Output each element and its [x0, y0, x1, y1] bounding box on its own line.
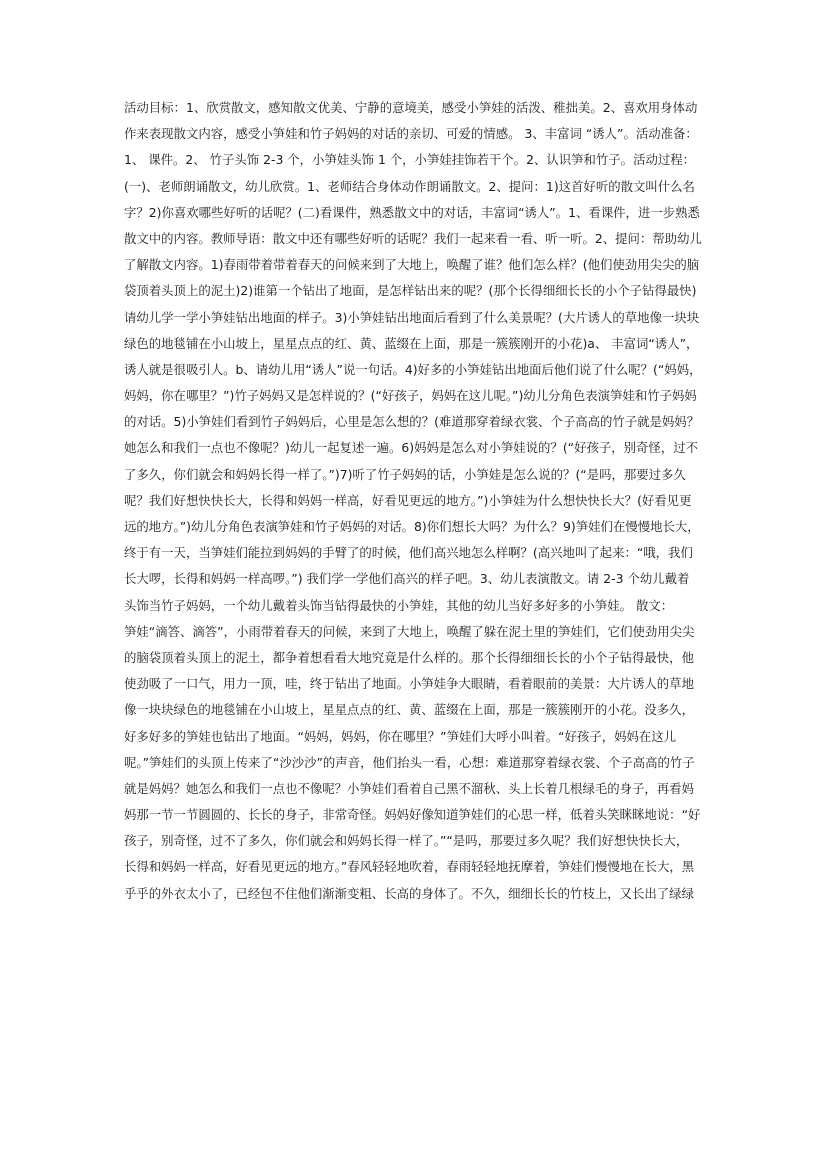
text-line: 像一块块绿色的地毯铺在小山坡上，星星点点的红、黄、蓝缀在上面，那是一簇簇刚开的小花。没多久，	[124, 702, 694, 718]
text-line: 呢。”笋娃们的头顶上传来了“沙沙沙”的声音，他们抬头一看，心想：难道那穿着绿衣裳、个子高高的竹子	[124, 754, 695, 770]
text-line: 长得和妈妈一样高，好看见更远的地方。”春风轻轻地吹着，春雨轻轻地抚摩着，笋娃们慢慢地在长大，黑	[124, 859, 695, 875]
text-line: (一)、老师朗诵散文，幼儿欣赏。1、老师结合身体动作朗诵散文。2、提问：1)这首好听的散文叫什么名	[124, 178, 695, 194]
text-line: 请幼儿学一学小笋娃钻出地面的样子。3)小笋娃钻出地面后看到了什么美景呢？(大片诱人的草地像一块块	[124, 309, 700, 325]
text-line: 的脑袋顶着头顶上的泥土，都争着想看看大地究竟是什么样的。那个长得细细长长的小个子钻得最快，他	[124, 649, 694, 665]
text-line: 作来表现散文内容，感受小笋娃和竹子妈妈的对话的亲切、可爱的情感。 3、丰富词 “诱人”。活动准备：	[124, 126, 698, 142]
text-line: 乎乎的外衣太小了，已经包不住他们渐渐变粗、长高的身体了。不久，细细长长的竹枝上，又长出了绿绿	[124, 885, 694, 901]
document-body	[124, 95, 714, 907]
text-line: 了解散文内容。1)春雨带着带着春天的问候来到了大地上，唤醒了谁？他们怎么样？(他们使劲用尖尖的脑	[124, 257, 700, 273]
text-line: 袋顶着头顶上的泥土)2)谁第一个钻出了地面，是怎样钻出来的呢？(那个长得细细长长的小个子钻得最快)	[124, 283, 697, 299]
text-line: 1、 课件。2、 竹子头饰 2-3 个，小笋娃头饰 1 个，小笋娃挂饰若干个。2、认识笋和竹子。活动过程：	[124, 152, 696, 168]
text-line: 绿色的地毯铺在小山坡上，星星点点的红、黄、蓝缀在上面，那是一簇簇刚开的小花)a、 丰富词“诱人”，	[124, 335, 699, 351]
text-line: 好多好多的笋娃也钻出了地面。“妈妈，妈妈，你在哪里？”笋娃们大呼小叫着。“好孩子，妈妈在这儿	[124, 728, 677, 744]
text-line: 散文中的内容。教师导语：散文中还有哪些好听的话呢？我们一起来看一看、听一听。2、提问：帮助幼儿	[124, 230, 702, 246]
text-line: 远的地方。”)幼儿分角色表演笋娃和竹子妈妈的对话。8)你们想长大吗？为什么？9)笋娃们在慢慢地长大，	[124, 519, 700, 534]
text-line: 的对话。5)小笋娃们看到竹子妈妈后，心里是怎么想的？(难道那穿着绿衣裳、个子高高的竹子就是妈妈？	[124, 414, 700, 430]
text-line: 就是妈妈？她怎么和我们一点也不像呢？小笋娃们看着自己黑不溜秋、头上长着几根绿毛的身子，再看妈	[124, 780, 694, 796]
text-line: 呢？我们好想快快长大，长得和妈妈一样高，好看见更远的地方。”)小笋娃为什么想快快长大？(好看见更	[124, 492, 692, 508]
text-line: 字？2)你喜欢哪些好听的话呢？(二)看课件，熟悉散文中的对话，丰富词“诱人”。1、看课件，进一步熟悉	[124, 204, 700, 220]
text-line: 妈那一节一节圆圆的、长长的身子，非常奇怪。妈妈好像知道笋娃们的心思一样，低着头笑眯眯地说：“好	[124, 807, 701, 823]
text-line: 活动目标：1、欣赏散文，感知散文优美、宁静的意境美，感受小笋娃的活泼、稚拙美。2、喜欢用身体动	[124, 100, 698, 115]
text-line: 头饰当竹子妈妈，一个幼儿戴着头饰当钻得最快的小笋娃，其他的幼儿当好多好多的小笋娃。 散文：	[124, 597, 674, 613]
text-line: 了多久，你们就会和妈妈长得一样了。”)7)听了竹子妈妈的话，小笋娃是怎么说的？(“是吗，那要过多久	[124, 466, 686, 482]
text-line: 笋娃“滴答、滴答”，小雨带着春天的问候，来到了大地上，唤醒了躲在泥土里的笋娃们，它们使劲用尖尖	[124, 623, 695, 639]
text-line: 诱人就是很吸引人。b、请幼儿用“诱人”说一句话。4)好多的小笋娃钻出地面后他们说了什么呢？(“妈妈，	[124, 361, 702, 377]
text-line: 妈妈，你在哪里？”)竹子妈妈又是怎样说的？(“好孩子，妈妈在这儿呢。”)幼儿分角色表演笋娃和竹子妈妈	[124, 388, 697, 404]
text-line: 长大啰，长得和妈妈一样高啰。”) 我们学一学他们高兴的样子吧。3、幼儿表演散文。请 2-3 个幼儿戴着	[124, 571, 690, 587]
text-line: 孩子，别奇怪，过不了多久，你们就会和妈妈长得一样了。”“是吗，那要过多久呢？我们好想快快长大，	[124, 833, 689, 849]
text-line: 终于有一天，当笋娃们能拉到妈妈的手臂了的时候，他们高兴地怎么样啊？(高兴地叫了起来：“哦，我们	[124, 545, 693, 561]
text-line: 使劲吸了一口气，用力一顶，哇，终于钻出了地面。小笋娃争大眼睛，看着眼前的美景：大片诱人的草地	[124, 676, 694, 692]
text-line: 她怎么和我们一点也不像呢？)幼儿一起复述一遍。6)妈妈是怎么对小笋娃说的？(“好孩子，别奇怪，过不	[124, 440, 698, 456]
